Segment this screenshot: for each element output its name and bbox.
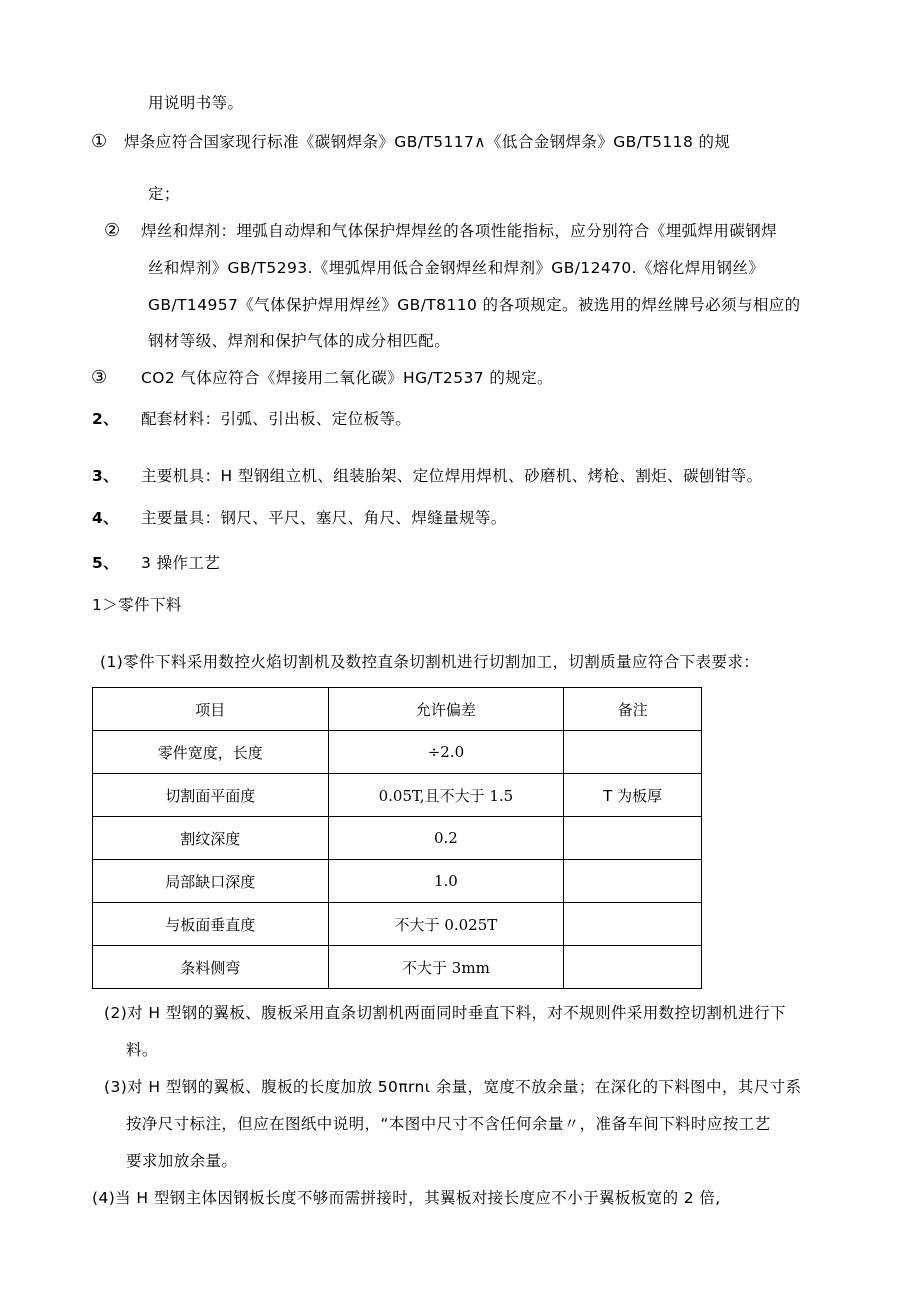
para-1: (1)零件下料采用数控火焰切割机及数控直条切割机进行切割加工，切割质量应符合下表要求：	[100, 653, 760, 671]
para-2-line2: 料。	[126, 1041, 158, 1059]
table-row	[93, 903, 702, 946]
item2-line1: 焊丝和焊剂：埋弧自动焊和气体保护焊焊丝的各项性能指标，应分别符合《埋弧焊用碳钢焊	[141, 222, 778, 240]
cell-item: 与板面垂直度	[93, 903, 329, 946]
cell-item: 割纹深度	[93, 817, 329, 860]
cell-tolerance: 不大于 3mm	[328, 946, 564, 989]
header-item: 项目	[93, 688, 329, 731]
item3-mark: ③	[91, 367, 108, 388]
para-3-line1: (3)对 H 型钢的翼板、腹板的长度加放 50πrnι 余量，宽度不放余量；在深化的下料图中，其尺寸系	[104, 1078, 802, 1096]
header-tolerance: 允许偏差	[328, 688, 564, 731]
cell-tolerance: 0.2	[328, 817, 564, 860]
sec5-text: 3 操作工艺	[141, 554, 221, 572]
cell-item: 切割面平面度	[93, 774, 329, 817]
sec4-text: 主要量具：钢尺、平尺、塞尺、角尺、焊缝量规等。	[141, 509, 507, 527]
header-remark: 备注	[564, 688, 702, 731]
para-3-line2: 按净尺寸标注，但应在图纸中说明，“本图中尺寸不含任何余量〃，准备车间下料时应按工艺	[126, 1115, 771, 1133]
sec3-num: 3、	[92, 467, 120, 485]
cell-tolerance: ÷2.0	[328, 731, 564, 774]
cell-item: 局部缺口深度	[93, 860, 329, 903]
cell-tolerance: 0.05T,且不大于 1.5	[328, 774, 564, 817]
table-header-row	[93, 688, 702, 731]
item1-line2: 定；	[148, 185, 180, 203]
item2-line2: 丝和焊剂》GB/T5293.《埋弧焊用低合金钢焊丝和焊剂》GB/12470.《熔化焊用钢丝》	[148, 259, 765, 277]
sec4-num: 4、	[92, 509, 120, 527]
sec3-text: 主要机具：H 型钢组立机、组装胎架、定位焊用焊机、砂磨机、烤枪、割炬、碳刨钳等。	[141, 467, 763, 485]
cell-remark	[564, 860, 702, 903]
cell-tolerance: 1.0	[328, 860, 564, 903]
sec2-num: 2、	[92, 410, 120, 428]
para-3-line3: 要求加放余量。	[126, 1152, 238, 1170]
cell-remark	[564, 903, 702, 946]
cell-item: 条料侧弯	[93, 946, 329, 989]
cell-remark	[564, 946, 702, 989]
table-row	[93, 860, 702, 903]
item2-mark: ②	[104, 220, 121, 241]
item1-mark: ①	[91, 131, 108, 152]
table-row	[93, 946, 702, 989]
item2-line4: 钢材等级、焊剂和保护气体的成分相匹配。	[148, 332, 451, 350]
item1-line1: 焊条应符合国家现行标准《碳钢焊条》GB/T5117∧《低合金钢焊条》GB/T5118 的规	[124, 133, 731, 151]
intro-tail: 用说明书等。	[148, 94, 244, 112]
cell-remark	[564, 817, 702, 860]
item3-text: CO2 气体应符合《焊接用二氧化碳》HG/T2537 的规定。	[141, 369, 553, 387]
cell-tolerance: 不大于 0.025T	[328, 903, 564, 946]
para-2-line1: (2)对 H 型钢的翼板、腹板采用直条切割机两面同时垂直下料，对不规则件采用数控切割机进行下	[104, 1004, 786, 1022]
cell-remark: T 为板厚	[564, 774, 702, 817]
table-row	[93, 731, 702, 774]
table-row	[93, 817, 702, 860]
subsection-1: 1＞零件下料	[92, 596, 182, 614]
item2-line3: GB/T14957《气体保护焊用焊丝》GB/T8110 的各项规定。被选用的焊丝牌号必须与相应的	[148, 296, 801, 314]
cell-remark	[564, 731, 702, 774]
para-4: (4)当 H 型钢主体因钢板长度不够而需拼接时，其翼板对接长度应不小于翼板板宽的 2 倍,	[92, 1189, 721, 1207]
cell-item: 零件宽度，长度	[93, 731, 329, 774]
sec5-num: 5、	[92, 554, 120, 572]
cutting-tolerance-table	[92, 687, 702, 989]
sec2-text: 配套材料：引弧、引出板、定位板等。	[141, 410, 412, 428]
table-row	[93, 774, 702, 817]
